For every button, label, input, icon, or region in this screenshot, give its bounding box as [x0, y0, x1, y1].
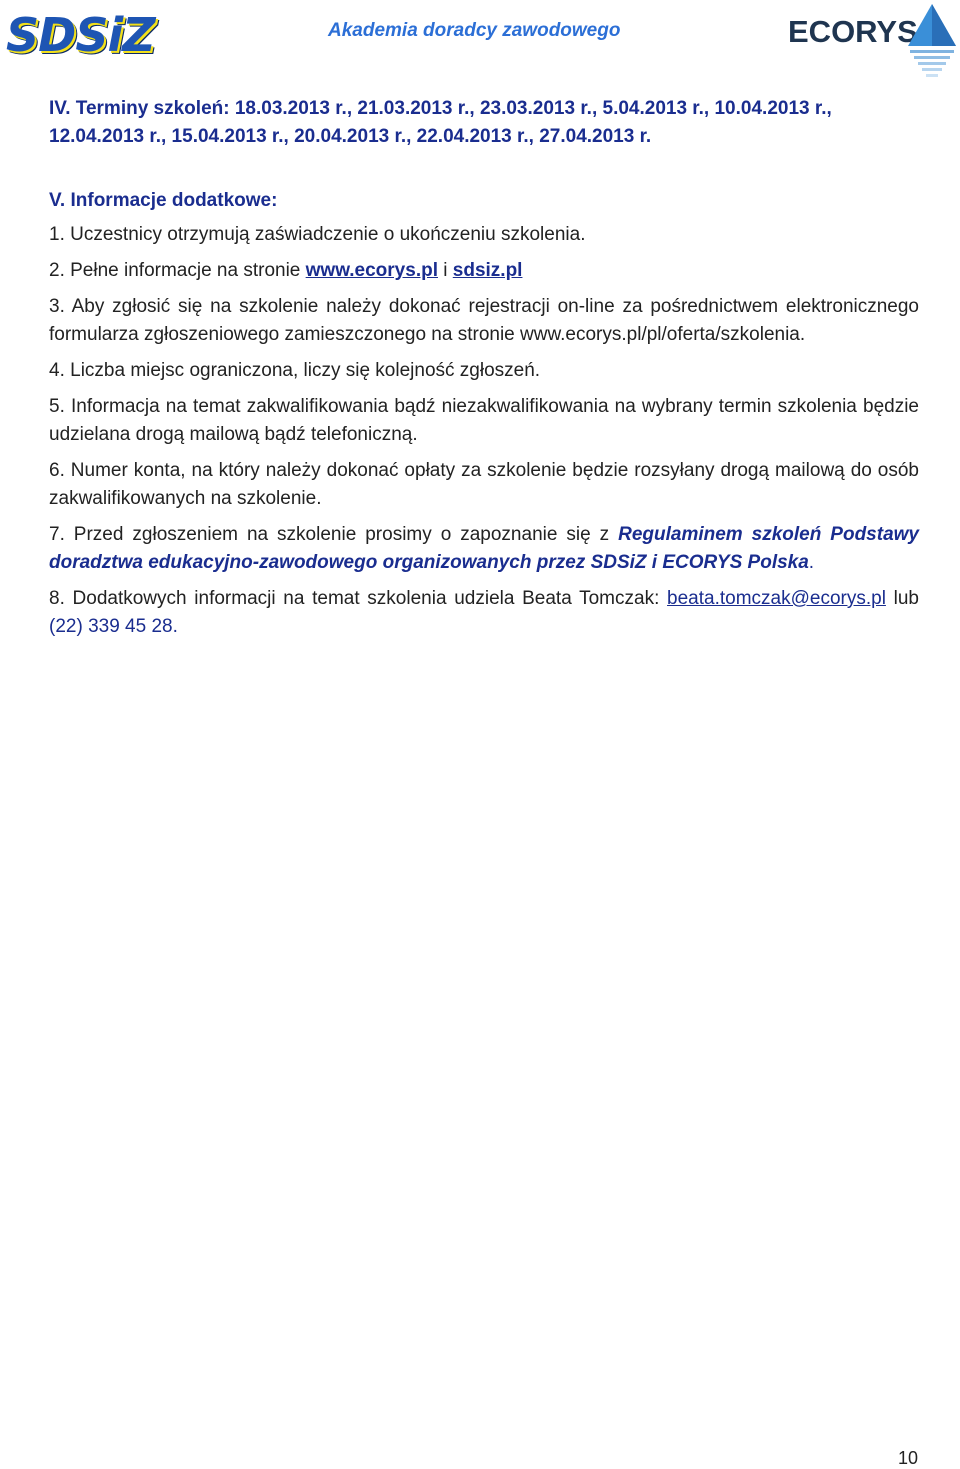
section-iv-dates — [49, 95, 919, 151]
regulations-link[interactable]: Regulaminem szkoleń Podstawy doradztwa edukacyjno-zawodowego organizowanych przez SDSiZ i ECORYS Polska — [49, 524, 919, 573]
info-item-1: 1. Uczestnicy otrzymują zaświadczenie o ukończeniu szkolenia. — [49, 224, 586, 245]
sdsiz-website-link[interactable]: sdsiz.pl — [452, 260, 523, 281]
sdsiz-logo-text: SDSiZ — [6, 8, 155, 62]
contact-phone: (22) 339 45 28 — [49, 616, 173, 637]
section-v-heading: V. Informacje dodatkowe: — [49, 190, 278, 211]
info-item-3: 3. Aby zgłosić się na szkolenie należy dokonać rejestracji on-line za pośrednictwem elektronicznego formularza zgłoszeniowego zamieszczonego na stronie www.ecorys.pl/pl/oferta/szkolenia. — [49, 296, 919, 345]
info-item-7 — [49, 521, 919, 577]
sdsiz-logo — [2, 6, 188, 64]
page-header — [0, 0, 960, 80]
info-item-8-text: 8. Dodatkowych informacji na temat szkolenia udziela Beata Tomczak: — [49, 588, 668, 609]
info-item-5: 5. Informacja na temat zakwalifikowania bądź niezakwalifikowania na wybrany termin szkolenia będzie udzielana drogą mailową bądź telefoniczną. — [49, 396, 919, 445]
info-item-6: 6. Numer konta, na który należy dokonać opłaty za szkolenie będzie rozsyłany drogą mailową do osób zakwalifikowanych na szkolenie. — [49, 460, 919, 509]
section-iv-label: IV. Terminy szkoleń: — [49, 98, 235, 119]
main-content — [49, 95, 919, 641]
info-item-7-period: . — [808, 552, 815, 573]
info-item-2 — [49, 257, 919, 285]
info-item-7-text: 7. Przed zgłoszeniem na szkolenie prosimy o zapoznanie się z — [49, 524, 619, 545]
info-item-8 — [49, 585, 919, 641]
ecorys-triangle-icon — [904, 2, 960, 78]
header-title: Akademia doradcy zawodowego — [328, 20, 621, 41]
contact-email-link[interactable]: beata.tomczak@ecorys.pl — [667, 588, 886, 609]
ecorys-website-link[interactable]: www.ecorys.pl — [305, 260, 438, 281]
info-item-2-text: 2. Pełne informacje na stronie — [49, 260, 306, 281]
ecorys-logo — [788, 2, 960, 78]
page-number: 10 — [898, 1448, 919, 1468]
ecorys-logo-text: ECORYS — [788, 14, 918, 49]
info-item-8-period: . — [172, 616, 178, 637]
info-item-2-connector: i — [437, 260, 453, 281]
info-item-4: 4. Liczba miejsc ograniczona, liczy się kolejność zgłoszeń. — [49, 360, 541, 381]
info-item-8-connector: lub — [885, 588, 919, 609]
training-dates: 18.03.2013 r., 21.03.2013 r., 23.03.2013 r., 5.04.2013 r., 10.04.2013 r., 12.04.2013 r., 15.04.2013 r., 20.04.2013 r., 22.04.2013 r., 27.04.2013 r. — [49, 98, 832, 147]
